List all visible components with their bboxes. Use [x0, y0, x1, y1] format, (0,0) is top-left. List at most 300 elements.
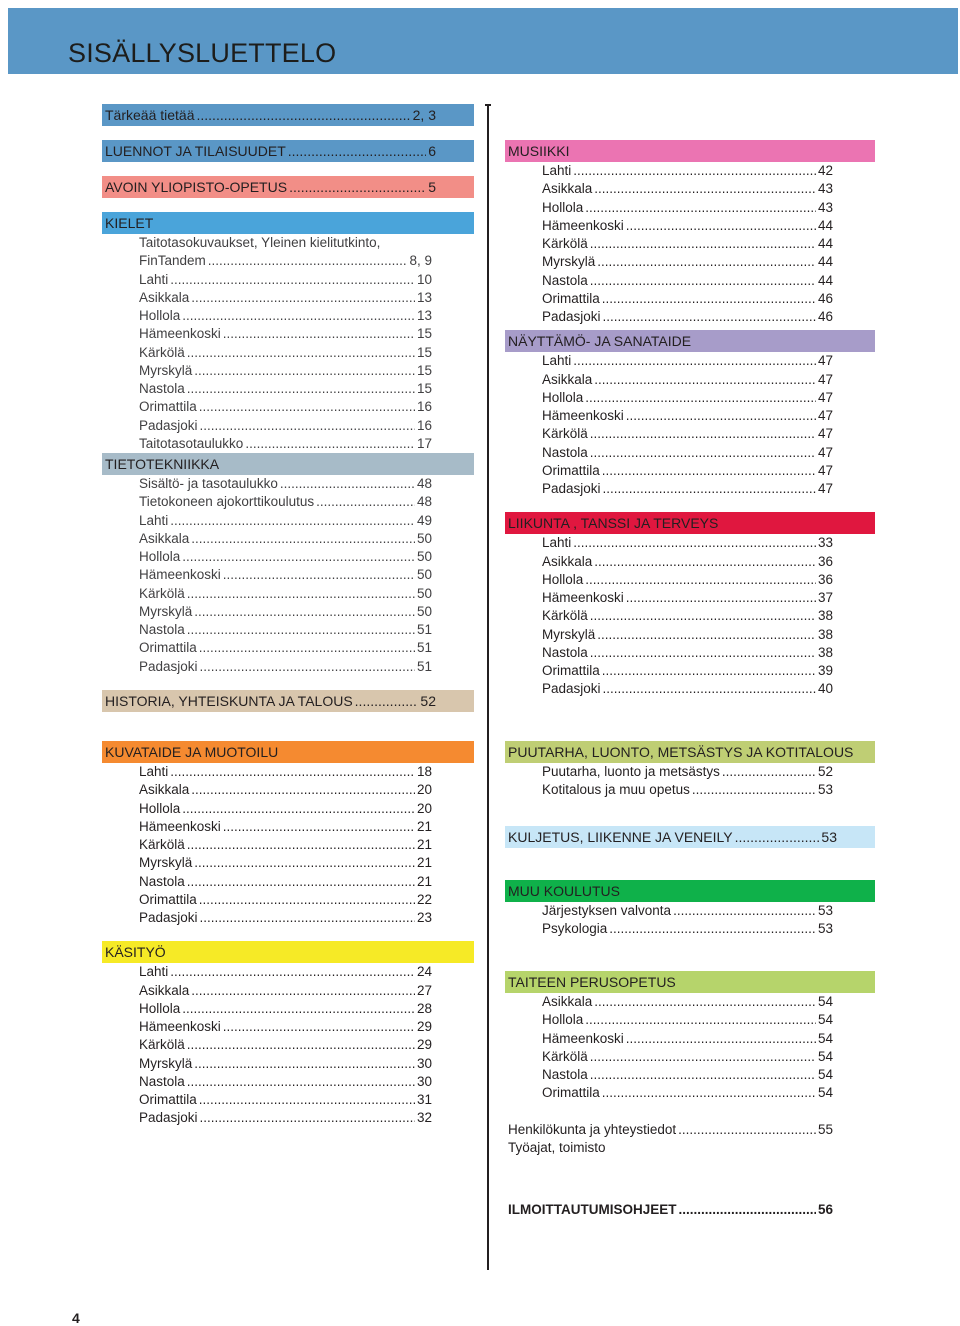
toc-entry-label: Kärkölä — [139, 344, 185, 360]
toc-intro-kielet: Taitotasokuvaukset, Yleinen kielitutkinto, — [139, 235, 381, 250]
toc-leader-dots — [603, 480, 816, 498]
toc-entry-page: 52 — [817, 764, 833, 779]
toc-entry-label: Hollola — [542, 571, 584, 587]
toc-section-tietotekniikka[interactable]: TIETOTEKNIIKKA — [102, 453, 474, 475]
toc-entry-page: 21 — [416, 873, 432, 889]
toc-entry[interactable] — [505, 425, 875, 443]
toc-leader-dots — [199, 891, 415, 909]
toc-leader-dots — [594, 180, 816, 198]
column-divider-tick — [485, 104, 491, 106]
toc-entry-page: 15 — [416, 344, 432, 360]
toc-entry-page: 48 — [416, 494, 432, 510]
toc-leader-dots — [590, 272, 816, 290]
toc-entry[interactable] — [505, 534, 875, 552]
toc-column-bottom-right — [505, 741, 875, 1219]
toc-entry[interactable] — [102, 1055, 474, 1073]
toc-leader-dots — [722, 763, 816, 781]
toc-entry[interactable] — [102, 475, 474, 493]
toc-entry-label: Hämeenkoski — [139, 818, 221, 834]
toc-entry-page: 54 — [817, 1030, 833, 1046]
toc-entry[interactable] — [505, 920, 875, 938]
toc-entry[interactable] — [102, 398, 474, 416]
toc-leader-dots — [187, 585, 415, 603]
toc-leader-dots — [200, 909, 415, 927]
toc-entry[interactable] — [505, 480, 875, 498]
toc-entry-page: 16 — [416, 399, 432, 415]
toc-entry-label: Padasjoki — [542, 681, 601, 697]
toc-entry-page: 28 — [416, 1000, 432, 1016]
toc-entry-label: Nastola — [542, 272, 588, 288]
toc-entry-page: 30 — [416, 1055, 432, 1071]
toc-entry[interactable] — [505, 662, 875, 680]
toc-leader-dots — [194, 1055, 415, 1073]
toc-entry-label: Nastola — [542, 644, 588, 660]
toc-entry[interactable] — [102, 566, 474, 584]
toc-entry-page: 24 — [416, 964, 432, 980]
toc-leader-dots — [182, 548, 415, 566]
toc-entry[interactable] — [102, 836, 474, 854]
toc-entry-page: 47 — [817, 444, 833, 460]
toc-entry[interactable] — [505, 644, 875, 662]
toc-entry[interactable] — [505, 308, 875, 326]
toc-entry-ilmoittautuminen[interactable]: ILMOITTAUTUMISOHJEET ..... 56 — [505, 1201, 875, 1219]
toc-leader-dots — [200, 658, 415, 676]
toc-entry[interactable] — [505, 626, 875, 644]
toc-entry-label: Lahti — [139, 271, 169, 287]
toc-column-bottom-left — [102, 741, 474, 1128]
toc-entry-label: Orimattila — [139, 891, 197, 907]
toc-entry-page: 51 — [416, 640, 432, 656]
toc-section-taiteen[interactable]: TAITEEN PERUSOPETUS — [505, 971, 875, 993]
toc-entry-label: Lahti — [542, 535, 572, 551]
toc-entry-label: Myrskylä — [542, 254, 596, 270]
toc-leader-dots — [182, 800, 415, 818]
toc-leader-dots — [590, 1048, 816, 1066]
toc-entry-label: Hollola — [139, 800, 181, 816]
toc-entry[interactable] — [102, 982, 474, 1000]
toc-leader-dots — [602, 662, 816, 680]
toc-entry-page: 38 — [817, 626, 833, 642]
toc-entry[interactable] — [505, 352, 875, 370]
toc-entry-page: 23 — [416, 910, 432, 925]
toc-entry-page: 20 — [416, 782, 432, 798]
toc-entry-page: 36 — [817, 553, 833, 569]
toc-leader-dots — [191, 781, 415, 799]
toc-entry-page: 47 — [817, 408, 833, 423]
toc-entry-page: 44 — [817, 236, 833, 251]
toc-entry[interactable] — [102, 1073, 474, 1091]
toc-section-kuvataide[interactable]: KUVATAIDE JA MUOTOILU — [102, 741, 474, 763]
toc-entry-page: 33 — [817, 535, 833, 551]
toc-entry[interactable] — [505, 993, 875, 1011]
toc-leader-dots — [199, 1091, 415, 1109]
toc-leader-dots — [597, 253, 816, 271]
toc-entry-label: Hämeenkoski — [139, 1019, 221, 1034]
toc-entry[interactable] — [102, 1109, 474, 1127]
toc-entry-page: 47 — [817, 481, 833, 496]
toc-entry-label: Asikkala — [139, 289, 190, 305]
toc-entry[interactable] — [505, 763, 875, 781]
toc-entry-label: Lahti — [139, 964, 169, 980]
toc-entry-label: Orimattila — [542, 1085, 600, 1101]
toc-entry-label: Myrskylä — [139, 603, 193, 619]
toc-leader-dots — [585, 1011, 816, 1029]
toc-entry-label: Padasjoki — [139, 417, 198, 433]
toc-entry[interactable] — [102, 1091, 474, 1109]
toc-entry[interactable] — [102, 781, 474, 799]
toc-leader-dots — [187, 1073, 415, 1091]
toc-entry[interactable] — [505, 272, 875, 290]
toc-leader-dots — [245, 435, 415, 453]
toc-section-kasityo[interactable]: KÄSITYÖ — [102, 941, 474, 963]
toc-leader-dots — [316, 493, 415, 511]
toc-entry-label: Asikkala — [542, 994, 593, 1009]
toc-leader-dots — [573, 162, 816, 180]
toc-leader-dots — [590, 425, 816, 443]
toc-entry[interactable] — [102, 1018, 474, 1036]
toc-entry-page: 21 — [416, 837, 432, 852]
toc-entry-label: Asikkala — [542, 371, 593, 387]
toc-leader-dots — [200, 417, 415, 435]
toc-section-musiikki[interactable]: MUSIIKKI — [505, 140, 875, 162]
toc-section-luennot[interactable]: LUENNOT JA TILAISUUDET ..... 6 — [102, 140, 474, 162]
toc-leader-dots — [223, 566, 415, 584]
toc-entry-label: Hollola — [542, 389, 584, 405]
toc-leader-dots — [182, 307, 415, 325]
toc-leader-dots — [603, 308, 816, 326]
page-title: SISÄLLYSLUETTELO — [68, 38, 337, 68]
toc-entry-page: 15 — [416, 381, 432, 396]
toc-leader-dots — [170, 271, 415, 289]
toc-entry-label: Kärkölä — [542, 1048, 588, 1064]
toc-entry-label: Kärkölä — [139, 837, 185, 852]
toc-entry[interactable] — [505, 389, 875, 407]
toc-leader-dots — [594, 993, 816, 1011]
toc-entry-label: Orimattila — [542, 663, 600, 678]
toc-entry-label: Nastola — [542, 444, 588, 460]
toc-leader-dots — [626, 1030, 816, 1048]
toc-entry[interactable] — [505, 607, 875, 625]
toc-entry[interactable] — [505, 553, 875, 571]
toc-entry-page: 39 — [817, 663, 833, 678]
toc-entry-page: 15 — [416, 326, 432, 342]
toc-entry[interactable] — [102, 252, 474, 270]
toc-entry-page: 50 — [416, 530, 432, 546]
toc-leader-dots — [223, 1018, 415, 1036]
toc-entry-page: 50 — [416, 603, 432, 619]
toc-entry-label: Hollola — [139, 549, 181, 564]
toc-entry-page: 53 — [817, 920, 833, 936]
toc-entry-page: 44 — [817, 217, 833, 233]
toc-leader-dots — [573, 352, 816, 370]
toc-entry[interactable] — [102, 493, 474, 511]
toc-entry-label: Sisältö- ja tasotaulukko — [139, 476, 278, 491]
page-header — [8, 8, 958, 74]
toc-entry-label: Orimattila — [139, 640, 197, 656]
toc-leader-dots — [170, 512, 415, 530]
toc-entry-page: 40 — [817, 681, 833, 697]
toc-entry-page: 38 — [817, 644, 833, 660]
toc-leader-dots — [590, 644, 816, 662]
toc-leader-dots — [200, 1109, 415, 1127]
toc-entry-page: 46 — [817, 309, 833, 324]
column-divider — [487, 104, 489, 1270]
toc-entry[interactable] — [102, 417, 474, 435]
toc-entry-label: Asikkala — [139, 782, 190, 798]
toc-section-kielet[interactable]: KIELET — [102, 212, 474, 234]
toc-entry[interactable] — [102, 818, 474, 836]
toc-entry-label: Padasjoki — [139, 910, 198, 925]
toc-entry[interactable] — [102, 1036, 474, 1054]
toc-entry-label: Kotitalous ja muu opetus — [542, 782, 690, 798]
toc-leader-dots — [187, 1036, 415, 1054]
toc-entry-label: Lahti — [542, 163, 572, 178]
toc-entry-label: Asikkala — [542, 181, 593, 197]
toc-entry[interactable] — [505, 1030, 875, 1048]
toc-entry[interactable] — [102, 621, 474, 639]
toc-entry-label: Hämeenkoski — [139, 567, 221, 583]
toc-entry[interactable] — [102, 307, 474, 325]
toc-entry-label: Asikkala — [139, 530, 190, 546]
toc-section-kuljetus[interactable]: KULJETUS, LIIKENNE JA VENEILY ..... 53 — [505, 826, 875, 848]
toc-entry[interactable] — [102, 344, 474, 362]
toc-entry-page: 47 — [817, 462, 833, 478]
toc-entry[interactable] — [102, 530, 474, 548]
toc-entry-label: Hollola — [542, 199, 584, 215]
toc-entry-label: Hämeenkoski — [542, 408, 624, 423]
toc-entry-page: 51 — [416, 658, 432, 674]
toc-entry-page: 47 — [817, 353, 833, 369]
toc-leader-dots — [597, 626, 816, 644]
toc-entry-label: Myrskylä — [139, 362, 193, 378]
toc-entry-label: Puutarha, luonto ja metsästys — [542, 764, 720, 779]
toc-entry-label: Orimattila — [542, 462, 600, 478]
toc-entry-page: 49 — [416, 512, 432, 528]
toc-leader-dots — [191, 289, 415, 307]
toc-entry[interactable] — [505, 371, 875, 389]
toc-entry-page: 18 — [416, 764, 432, 779]
toc-entry-label: Nastola — [139, 381, 185, 396]
toc-leader-dots — [187, 621, 415, 639]
toc-entry-page: 21 — [416, 855, 432, 871]
toc-leader-dots — [626, 589, 816, 607]
toc-entry-page: 10 — [416, 271, 432, 287]
toc-leader-dots — [626, 217, 816, 235]
toc-entry[interactable] — [505, 589, 875, 607]
toc-section-nayttamo[interactable]: NÄYTTÄMÖ- JA SANATAIDE — [505, 330, 875, 352]
toc-entry-page: 13 — [416, 289, 432, 305]
toc-entry[interactable] — [505, 1011, 875, 1029]
toc-entry[interactable] — [505, 217, 875, 235]
toc-entry-page: 46 — [817, 290, 833, 306]
page-number: 4 — [72, 1310, 80, 1326]
toc-entry-page: 47 — [817, 389, 833, 405]
toc-entry-label: Hämeenkoski — [139, 326, 221, 342]
toc-entry[interactable] — [505, 781, 875, 799]
toc-entry-page: 47 — [817, 371, 833, 387]
toc-entry-tyoajat[interactable]: Työajat, toimisto — [508, 1139, 606, 1155]
toc-entry[interactable] — [505, 407, 875, 425]
toc-column-top-right — [505, 140, 875, 699]
toc-leader-dots — [182, 1000, 415, 1018]
toc-entry-page: 54 — [817, 994, 833, 1009]
toc-entry-label: Nastola — [139, 622, 185, 637]
toc-leader-dots — [187, 836, 415, 854]
toc-entry[interactable] — [102, 603, 474, 621]
toc-entry[interactable] — [505, 162, 875, 180]
toc-entry-label: Padasjoki — [542, 309, 601, 324]
toc-entry[interactable] — [102, 909, 474, 927]
toc-leader-dots — [573, 534, 816, 552]
toc-entry-page: 31 — [416, 1092, 432, 1107]
toc-entry[interactable] — [102, 362, 474, 380]
toc-leader-dots — [223, 818, 415, 836]
toc-entry[interactable] — [505, 444, 875, 462]
toc-entry-label: Lahti — [139, 764, 169, 779]
toc-entry-label: Nastola — [542, 1067, 588, 1082]
toc-entry-label: Orimattila — [139, 1092, 197, 1107]
toc-leader-dots — [692, 781, 816, 799]
toc-leader-dots — [187, 380, 415, 398]
toc-entry-page: 15 — [416, 362, 432, 378]
toc-entry[interactable] — [505, 902, 875, 920]
toc-leader-dots — [594, 371, 816, 389]
toc-entry-label: Lahti — [139, 512, 169, 528]
toc-entry[interactable] — [505, 1066, 875, 1084]
toc-entry[interactable] — [505, 253, 875, 271]
toc-entry[interactable] — [102, 1000, 474, 1018]
toc-entry[interactable] — [102, 763, 474, 781]
toc-entry-label: Hämeenkoski — [542, 590, 624, 605]
toc-entry[interactable] — [102, 380, 474, 398]
toc-entry-page: 44 — [817, 254, 833, 270]
toc-entry-label: Padasjoki — [139, 658, 198, 674]
toc-entry[interactable] — [102, 512, 474, 530]
toc-entry-label: Orimattila — [542, 290, 600, 306]
toc-entry-page: 53 — [817, 782, 833, 798]
toc-leader-dots — [585, 199, 816, 217]
toc-leader-dots — [194, 854, 415, 872]
toc-entry-label: Kärkölä — [139, 585, 185, 601]
toc-section-puutarha[interactable]: PUUTARHA, LUONTO, METSÄSTYS JA KOTITALOUS — [505, 741, 875, 763]
toc-entry[interactable] — [102, 891, 474, 909]
toc-leader-dots — [602, 1084, 816, 1102]
toc-entry-page: 29 — [416, 1019, 432, 1034]
toc-entry-page: 21 — [416, 818, 432, 834]
toc-leader-dots — [208, 252, 408, 270]
toc-leader-dots — [603, 680, 816, 698]
toc-entry[interactable] — [505, 199, 875, 217]
toc-entry[interactable] — [505, 1048, 875, 1066]
toc-entry[interactable] — [102, 585, 474, 603]
toc-leader-dots — [191, 982, 415, 1000]
toc-entry-page: 16 — [416, 417, 432, 433]
toc-entry-label: Hämeenkoski — [542, 1030, 624, 1046]
toc-leader-dots — [626, 407, 816, 425]
toc-entry[interactable] — [505, 571, 875, 589]
toc-entry-page: 48 — [416, 476, 432, 491]
toc-entry[interactable] — [102, 435, 474, 453]
toc-entry-label: Psykologia — [542, 920, 608, 936]
toc-leader-dots — [194, 362, 415, 380]
toc-entry[interactable] — [102, 289, 474, 307]
toc-section-muu[interactable]: MUU KOULUTUS — [505, 880, 875, 902]
toc-entry-page: 13 — [416, 308, 432, 323]
toc-leader-dots — [199, 398, 415, 416]
toc-section-tarkeaa[interactable]: Tärkeää tietää ..... 2, 3 — [102, 104, 474, 126]
toc-entry-label: Myrskylä — [139, 855, 193, 871]
toc-leader-dots — [590, 235, 816, 253]
toc-entry-henkilokunta[interactable]: Henkilökunta ja yhteystiedot ..... 55 — [505, 1121, 875, 1139]
toc-entry[interactable] — [102, 963, 474, 981]
toc-entry[interactable] — [505, 235, 875, 253]
toc-leader-dots — [187, 873, 415, 891]
toc-leader-dots — [590, 1066, 816, 1084]
toc-entry-label: Hollola — [542, 1012, 584, 1028]
toc-entry[interactable] — [102, 639, 474, 657]
toc-entry[interactable] — [102, 548, 474, 566]
toc-entry-label: Taitotasotaulukko — [139, 435, 244, 451]
toc-entry-page: 22 — [416, 891, 432, 907]
toc-entry-page: 54 — [817, 1085, 833, 1101]
toc-entry-page: 8, 9 — [409, 253, 432, 269]
toc-entry-label: Hämeenkoski — [542, 217, 624, 233]
toc-entry-label: Padasjoki — [139, 1110, 198, 1126]
toc-leader-dots — [673, 902, 816, 920]
toc-entry-page: 44 — [817, 272, 833, 288]
toc-leader-dots — [602, 290, 816, 308]
toc-entry[interactable] — [102, 873, 474, 891]
toc-entry[interactable] — [505, 1084, 875, 1102]
toc-entry-label: Lahti — [542, 353, 572, 369]
toc-entry[interactable] — [505, 462, 875, 480]
toc-entry[interactable] — [102, 271, 474, 289]
toc-entry-label: Nastola — [139, 1073, 185, 1089]
toc-entry-label: Asikkala — [139, 982, 190, 998]
toc-entry-page: 32 — [416, 1110, 432, 1126]
toc-leader-dots — [590, 607, 816, 625]
toc-entry-label: Nastola — [139, 873, 185, 889]
toc-section-avoin[interactable]: AVOIN YLIOPISTO-OPETUS ..... 5 — [102, 176, 474, 198]
toc-entry[interactable] — [102, 854, 474, 872]
toc-entry-page: 54 — [817, 1048, 833, 1064]
toc-entry-label: Tietokoneen ajokorttikoulutus — [139, 494, 315, 510]
toc-entry[interactable] — [102, 658, 474, 676]
toc-entry-label: FinTandem — [139, 253, 206, 269]
toc-entry[interactable] — [102, 800, 474, 818]
toc-entry-page: 20 — [416, 800, 432, 816]
toc-entry-label: Myrskylä — [139, 1055, 193, 1071]
toc-entry-label: Orimattila — [139, 399, 197, 415]
toc-entry-label: Asikkala — [542, 553, 593, 569]
toc-section-liikunta[interactable]: LIIKUNTA , TANSSI JA TERVEYS — [505, 512, 875, 534]
toc-entry[interactable] — [505, 180, 875, 198]
toc-entry-label: Padasjoki — [542, 481, 601, 496]
toc-entry[interactable] — [102, 325, 474, 343]
toc-entry-label: Järjestyksen valvonta — [542, 902, 672, 918]
toc-entry[interactable] — [505, 290, 875, 308]
toc-entry-page: 27 — [416, 982, 432, 998]
toc-leader-dots — [223, 325, 415, 343]
toc-leader-dots — [602, 462, 816, 480]
toc-leader-dots — [280, 475, 415, 493]
toc-entry-page: 54 — [817, 1067, 833, 1082]
toc-entry-page: 37 — [817, 590, 833, 605]
toc-section-historia[interactable]: HISTORIA, YHTEISKUNTA JA TALOUS ..... 52 — [102, 690, 474, 712]
toc-entry[interactable] — [505, 680, 875, 698]
toc-leader-dots — [585, 571, 816, 589]
toc-entry-label: Kärkölä — [542, 236, 588, 251]
